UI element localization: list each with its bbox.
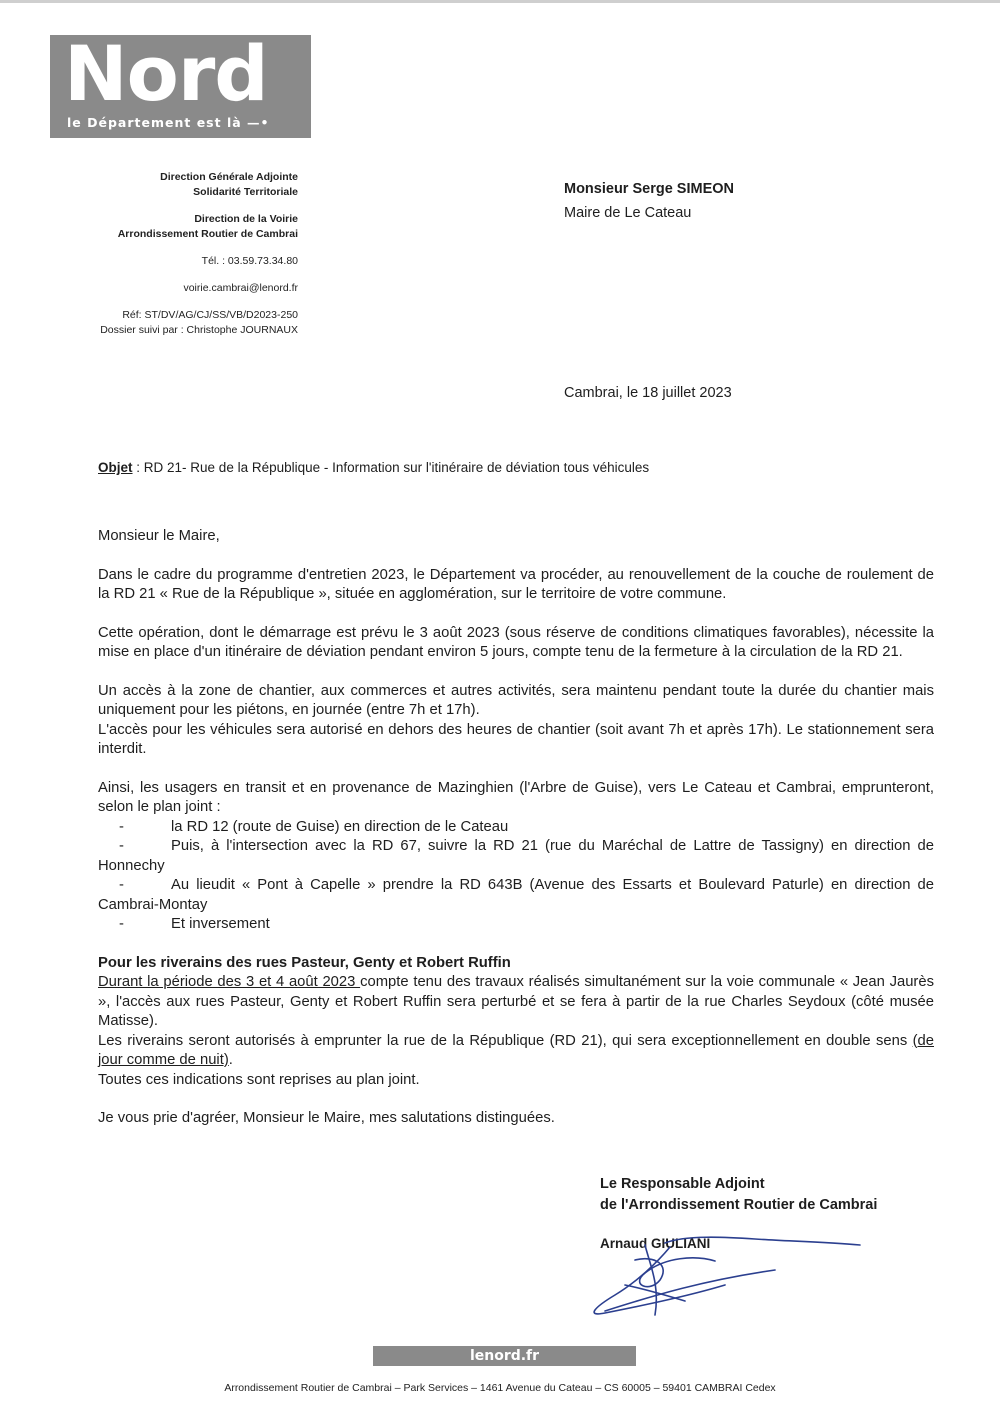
handwritten-signature <box>575 1225 865 1325</box>
objet-label: Objet <box>98 460 133 475</box>
nord-logo <box>50 29 311 138</box>
sender-email: voirie.cambrai@lenord.fr <box>183 282 298 294</box>
footer-site-bar: lenord.fr <box>373 1346 636 1366</box>
signatory-name: Arnaud GIULIANI <box>600 1236 711 1251</box>
list-dash: - <box>119 818 124 835</box>
sender-phone: Tél. : 03.59.73.34.80 <box>201 255 298 267</box>
closing: Je vous prie d'agréer, Monsieur le Maire, mes salutations distinguées. <box>98 1110 555 1126</box>
paragraph-1: Dans le cadre du programme d'entretien 2023, le Département va procéder, au renouvellement de la couche de roulement de la RD 21 « Rue de la République », située en agglomération, sur le territoire de votre commune. <box>98 566 934 602</box>
sender-directorate-sub: Solidarité Territoriale <box>193 186 298 198</box>
paragraph-2: Cette opération, dont le démarrage est prévu le 3 août 2023 (sous réserve de conditions climatiques favorables), nécessite la mise en place d'un itinéraire de déviation pendant environ 5 jours, compte tenu de la fermeture à la circulation de la RD 21. <box>98 624 934 660</box>
paragraph-3b: L'accès pour les véhicules sera autorisé en dehors des heures de chantier (soit avant 7h et après 17h). Le stationnement sera interdit. <box>98 721 934 757</box>
sender-followed-by: Dossier suivi par : Christophe JOURNAUX <box>100 324 298 336</box>
route-list <box>98 818 934 935</box>
period-underlined: Durant la période des 3 et 4 août 2023 <box>98 974 361 990</box>
paragraph-6: Les riverains seront autorisés à emprunter la rue de la République (RD 21), qui sera exceptionnellement en double sens (de jour comme de nuit). <box>98 1032 934 1068</box>
sender-service: Direction de la Voirie <box>194 213 298 225</box>
signatory-role-1: Le Responsable Adjoint <box>600 1176 765 1192</box>
sender-reference: Réf: ST/DV/AG/CJ/SS/VB/D2023-250 <box>122 309 298 321</box>
sender-directorate: Direction Générale Adjointe <box>160 171 298 183</box>
paragraph-5: Durant la période des 3 et 4 août 2023 compte tenu des travaux réalisés simultanément sur la voie communale « Jean Jaurès », l'accès aux rues Pasteur, Genty et Robert Ruffin sera perturbé et se fera à partir de la rue Charles Seydoux (côté musée Matisse). <box>98 974 934 1029</box>
paragraph-3a: Un accès à la zone de chantier, aux commerces et autres activités, sera maintenu pendant toute la durée du chantier mais uniquement pour les piétons, en journée (entre 7h et 17h). <box>98 682 934 718</box>
list-item: - Au lieudit « Pont à Capelle » prendre la RD 643B (Avenue des Essarts et Boulevard Paturle) en direction de Cambrai-Montay <box>98 877 934 913</box>
list-dash: - <box>119 838 124 854</box>
list-item: - la RD 12 (route de Guise) en direction de le Cateau <box>98 818 934 838</box>
paragraph-4: Ainsi, les usagers en transit et en provenance de Mazinghien (l'Arbre de Guise), vers Le Cateau et Cambrai, emprunteront, selon le plan joint : <box>98 779 934 815</box>
recipient-title: Maire de Le Cateau <box>564 205 692 221</box>
logo-tagline: le Département est là —• <box>67 115 270 130</box>
top-rule <box>0 0 1000 3</box>
date-line: Cambrai, le 18 juillet 2023 <box>564 385 732 401</box>
paragraph-7: Toutes ces indications sont reprises au plan joint. <box>98 1071 420 1088</box>
day-night-underlined: (de jour comme de nuit) <box>98 1032 934 1068</box>
residents-heading: Pour les riverains des rues Pasteur, Genty et Robert Ruffin <box>98 954 511 971</box>
recipient-name: Monsieur Serge SIMEON <box>564 181 735 197</box>
sender-service-sub: Arrondissement Routier de Cambrai <box>117 228 298 240</box>
signatory-role-2: de l'Arrondissement Routier de Cambrai <box>600 1197 878 1213</box>
letter-body <box>98 527 934 1129</box>
list-item: - Puis, à l'intersection avec la RD 67, suivre la RD 21 (rue du Maréchal de Lattre de Tassigny) en direction de Honnechy <box>98 838 934 874</box>
sender-block <box>20 170 298 338</box>
recipient-block <box>564 177 734 225</box>
objet-text: RD 21- Rue de la République - Information sur l'itinéraire de déviation tous véhicules <box>143 460 650 475</box>
logo-wordmark: Nord <box>64 29 268 118</box>
signature-block <box>600 1174 877 1216</box>
footer-address: Arrondissement Routier de Cambrai – Park Services – 1461 Avenue du Cateau – CS 60005 – 59401 CAMBRAI Cedex <box>224 1382 776 1394</box>
list-dash: - <box>119 877 124 893</box>
salutation: Monsieur le Maire, <box>98 528 220 544</box>
objet-line <box>98 460 649 475</box>
list-dash: - <box>119 916 124 932</box>
list-item: - Et inversement <box>98 915 934 935</box>
objet-separator: : <box>132 460 144 475</box>
